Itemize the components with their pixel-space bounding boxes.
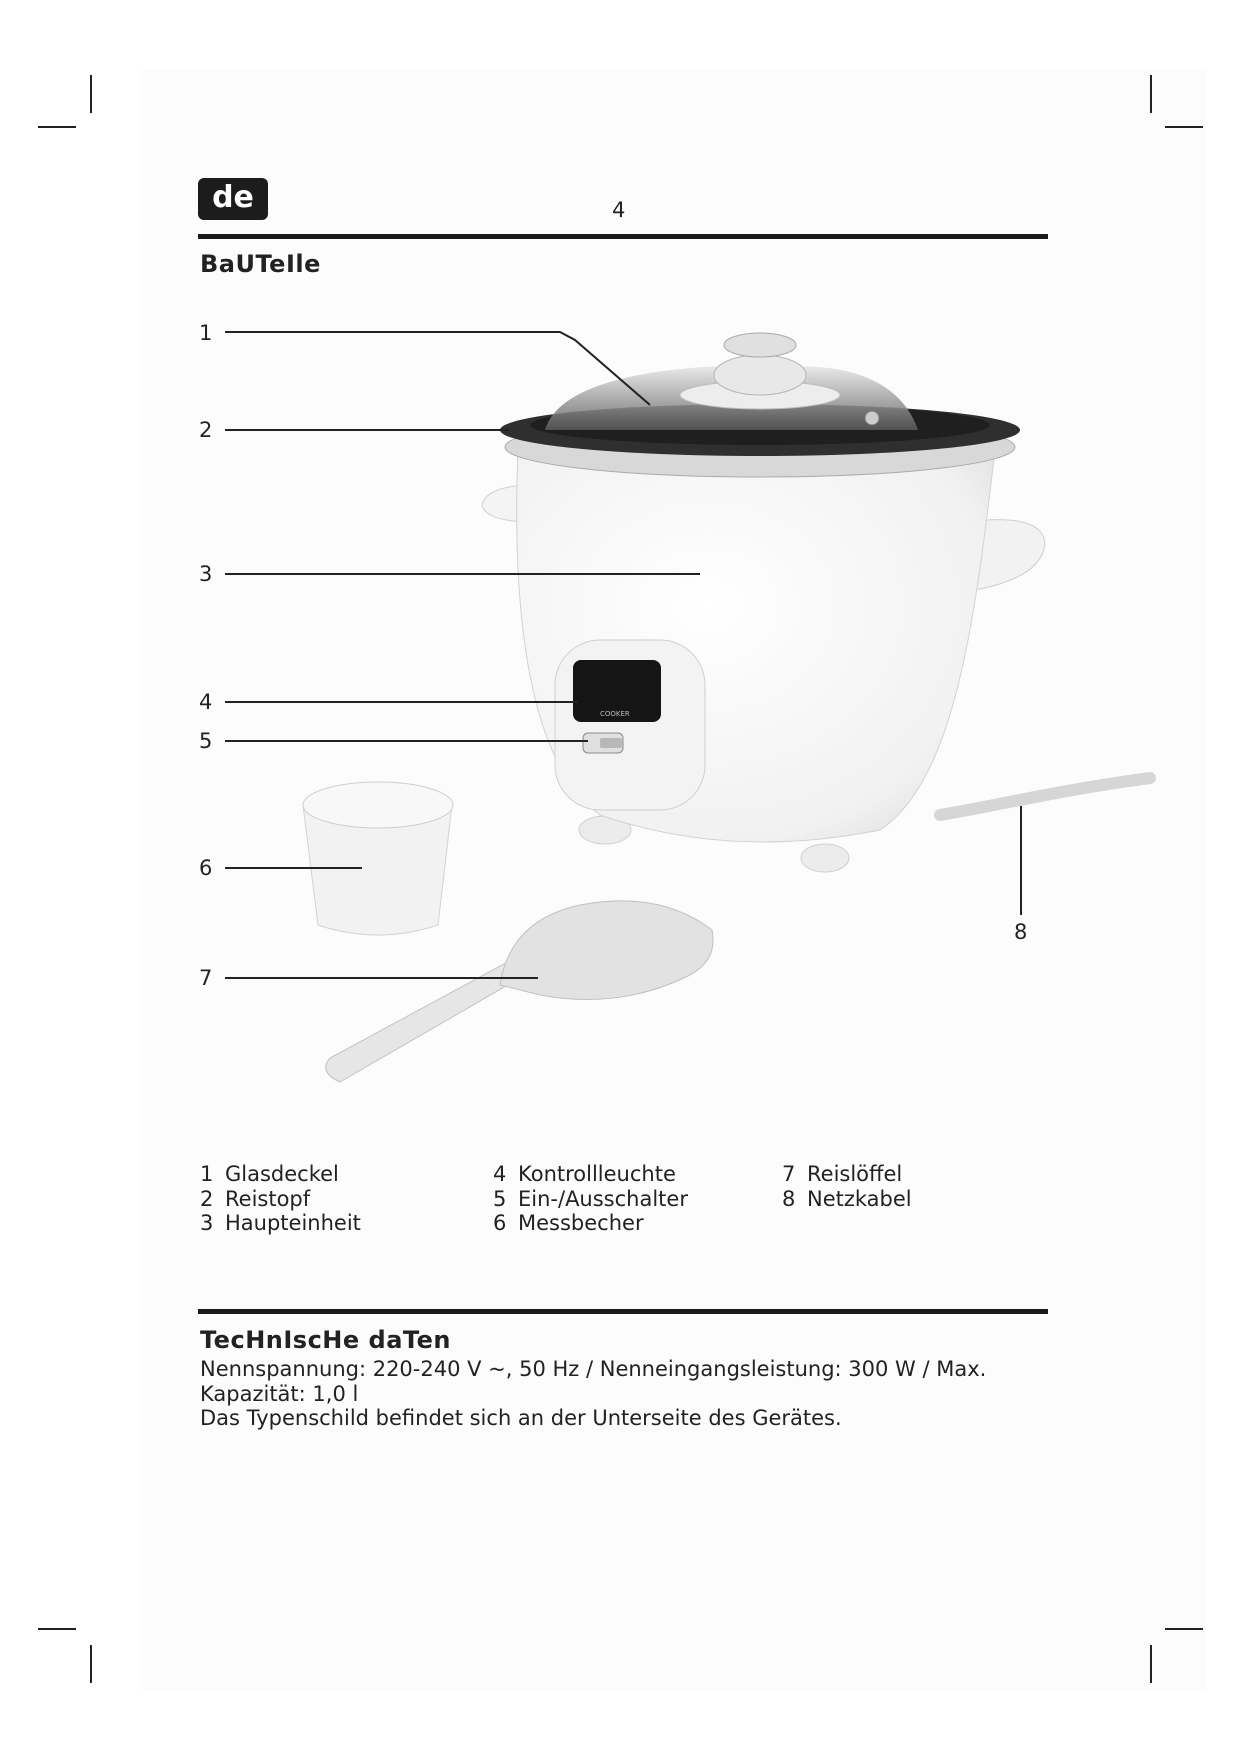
technical-data-heading: TecHnIscHe daTen <box>200 1326 451 1354</box>
technical-data-line: Kapazität: 1,0 l <box>200 1381 359 1406</box>
callout-7: 7 <box>199 966 213 990</box>
legend-item: 6 Messbecher <box>493 1211 644 1235</box>
legend-item: 8 Netzkabel <box>782 1186 912 1211</box>
callout-1: 1 <box>199 321 213 345</box>
callout-4: 4 <box>199 690 213 714</box>
panel-label: COOKER <box>600 710 630 718</box>
legend-column-3 <box>782 1162 912 1211</box>
callout-3: 3 <box>199 562 213 586</box>
language-badge: de <box>198 178 268 220</box>
callout-6: 6 <box>199 856 213 880</box>
legend-column-2 <box>493 1162 688 1236</box>
callout-5: 5 <box>199 729 213 753</box>
legend-item: 3 Haupteinheit <box>200 1211 361 1235</box>
legend-item: 1 Glasdeckel <box>200 1162 339 1186</box>
legend-item: 5 Ein-/Ausschalter <box>493 1186 688 1211</box>
technical-data-line: Das Typenschild befindet sich an der Unterseite des Gerätes. <box>200 1406 842 1430</box>
legend-item: 2 Reistopf <box>200 1186 311 1211</box>
section-rule <box>198 1309 1048 1314</box>
technical-data-text <box>200 1357 986 1431</box>
callout-2: 2 <box>199 418 213 442</box>
components-heading: BaUTeIle <box>200 250 321 278</box>
callout-8: 8 <box>1014 920 1028 944</box>
legend-item: 4 Kontrollleuchte <box>493 1162 676 1186</box>
technical-data-line: Nennspannung: 220-240 V ~, 50 Hz / Nenneingangsleistung: 300 W / Max. <box>200 1357 987 1381</box>
legend-column-1 <box>200 1162 361 1236</box>
page-number: 4 <box>612 198 626 222</box>
legend-item: 7 Reislöffel <box>782 1162 903 1186</box>
